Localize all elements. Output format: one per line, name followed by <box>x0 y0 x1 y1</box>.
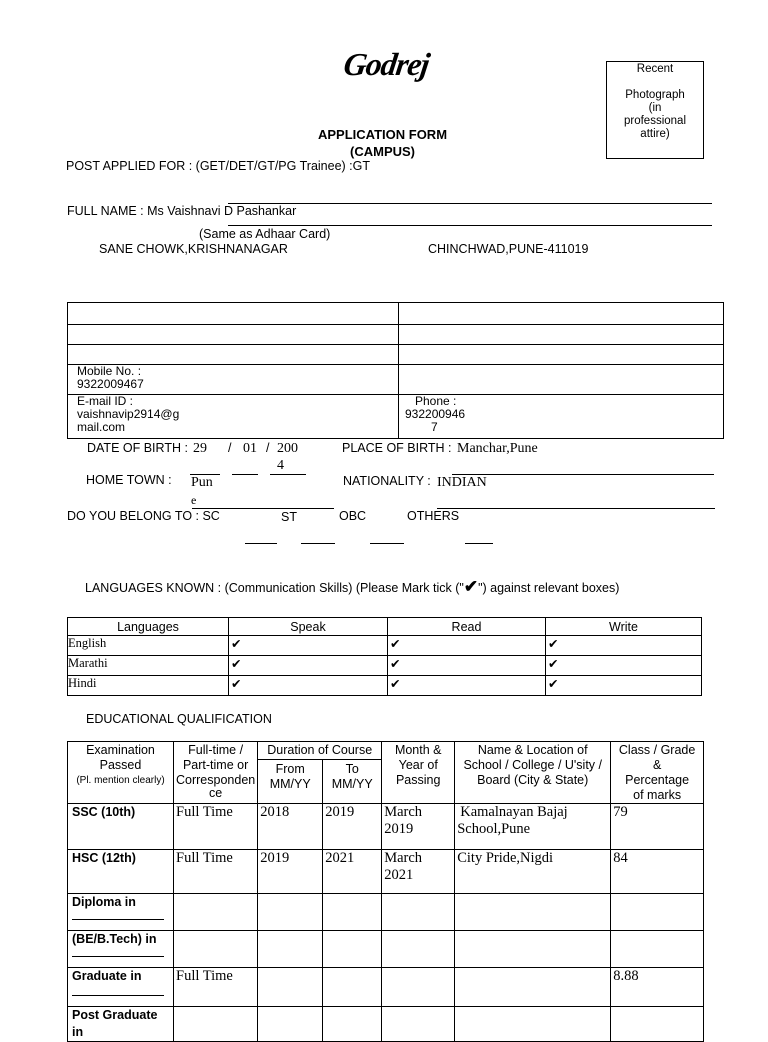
to-value <box>323 1007 382 1042</box>
exam-cell <box>68 968 174 1007</box>
education-heading: EDUCATIONAL QUALIFICATION <box>86 712 272 726</box>
exam-name: Post Graduate in <box>68 1007 174 1042</box>
name-underline <box>228 225 712 226</box>
logo-text: Godrej <box>341 46 432 82</box>
tick-icon: ✔ <box>388 636 546 656</box>
from-value <box>258 894 323 931</box>
col-grade-text: Class / Grade & <box>618 743 696 772</box>
exam-underline <box>72 919 164 920</box>
address-right: CHINCHWAD,PUNE-411019 <box>428 242 589 256</box>
category-blank <box>245 543 277 544</box>
category-others: OTHERS <box>407 509 460 523</box>
exam-name: SSC (10th) <box>68 804 174 850</box>
photo-box <box>606 61 704 159</box>
languages-heading-text: ") against relevant boxes) <box>478 581 620 595</box>
blank-cell <box>68 325 399 345</box>
exam-underline <box>72 956 164 957</box>
form-title <box>318 126 447 160</box>
to-value <box>323 894 382 931</box>
col-write: Write <box>546 618 702 636</box>
to-value <box>323 931 382 968</box>
tick-icon: ✔ <box>546 676 702 696</box>
category-label: DO YOU BELONG TO : SC <box>67 509 220 523</box>
mobile-cell <box>68 365 399 395</box>
exam-name: (BE/B.Tech) in <box>72 932 157 946</box>
col-exam <box>68 742 174 804</box>
blank-cell <box>68 345 399 365</box>
month-value <box>382 894 455 931</box>
dob-sep: / <box>228 441 232 455</box>
col-exam-note: (Pl. mention clearly) <box>76 775 165 786</box>
phone-label: Phone : <box>415 394 457 408</box>
col-read: Read <box>388 618 546 636</box>
dob-underline <box>232 474 258 475</box>
tick-icon: ✔ <box>388 676 546 696</box>
col-mode-text: Corresponden <box>176 773 256 787</box>
mobile-label: Mobile No. : <box>77 364 142 378</box>
table-row <box>68 968 704 1007</box>
language-name: Hindi <box>68 676 229 696</box>
col-school-text: Name & Location of <box>477 743 588 757</box>
email-value: mail.com <box>77 420 126 434</box>
tick-icon: ✔ <box>546 636 702 656</box>
home-town-value: Pun <box>191 475 213 490</box>
name-underline-top <box>228 203 712 204</box>
table-row <box>68 1007 704 1042</box>
col-duration: Duration of Course <box>258 742 382 760</box>
title-line-1: APPLICATION FORM <box>318 127 448 142</box>
tick-icon: ✔ <box>388 656 546 676</box>
col-school <box>455 742 611 804</box>
photo-line: (in <box>648 102 662 114</box>
month-value <box>382 931 455 968</box>
col-month-text: Passing <box>395 773 441 787</box>
table-row <box>68 656 702 676</box>
tick-icon: ✔ <box>546 656 702 676</box>
col-to <box>323 759 382 803</box>
full-name: FULL NAME : Ms Vaishnavi D Pashankar <box>67 204 297 218</box>
language-name: English <box>68 636 229 656</box>
mode-value <box>174 931 258 968</box>
category-blank <box>301 543 335 544</box>
company-logo <box>341 46 431 83</box>
school-value <box>455 931 611 968</box>
mode-value <box>174 894 258 931</box>
col-mode-text: Full-time / <box>188 743 244 757</box>
col-month-text: Month & <box>394 743 442 757</box>
exam-name: Diploma in <box>72 895 136 909</box>
adhaar-note: (Same as Adhaar Card) <box>199 227 331 241</box>
table-row <box>68 931 704 968</box>
dob-label: DATE OF BIRTH : <box>87 441 188 455</box>
email-label: E-mail ID : <box>77 394 134 408</box>
mode-value <box>174 1007 258 1042</box>
month-cell <box>382 804 455 850</box>
from-value <box>258 931 323 968</box>
month-value: 2021 <box>384 867 414 883</box>
to-value <box>323 968 382 1007</box>
exam-cell <box>68 894 174 931</box>
col-mode-text: ce <box>209 786 223 800</box>
education-table <box>67 741 704 1042</box>
home-town-value: e <box>191 493 197 507</box>
tick-icon: ✔ <box>229 636 388 656</box>
school-cell <box>455 850 611 894</box>
pob-underline <box>452 474 714 475</box>
home-town-label: HOME TOWN : <box>86 473 172 487</box>
col-school-text: Board (City & State) <box>477 773 589 787</box>
col-to-text: MM/YY <box>331 776 373 791</box>
category-blank <box>370 543 404 544</box>
nationality-underline <box>437 508 715 509</box>
tick-icon: ✔ <box>229 676 388 696</box>
place-of-birth-value: Manchar,Pune <box>457 441 538 456</box>
grade-value: 84 <box>611 850 704 894</box>
place-of-birth-label: PLACE OF BIRTH : <box>342 441 452 455</box>
month-value: 2019 <box>384 821 414 837</box>
photo-line: Photograph <box>625 89 685 101</box>
address-left: SANE CHOWK,KRISHNANAGAR <box>99 242 288 256</box>
grade-value <box>611 1007 704 1042</box>
col-school-text: School / College / U'sity / <box>463 758 602 772</box>
mobile-value: 9322009467 <box>77 377 144 391</box>
blank-cell <box>399 365 724 395</box>
grade-value <box>611 894 704 931</box>
blank-cell <box>399 325 724 345</box>
photo-line: attire) <box>640 128 670 140</box>
col-exam-text: Examination <box>86 743 155 757</box>
col-from-text: From <box>275 761 305 776</box>
category-obc: OBC <box>339 509 367 523</box>
col-grade-text: of marks <box>633 788 682 802</box>
col-month <box>382 742 455 804</box>
blank-cell <box>68 303 399 325</box>
category-st: ST <box>281 510 297 524</box>
col-mode-text: Part-time or <box>182 758 249 772</box>
grade-value <box>611 931 704 968</box>
school-value <box>455 1007 611 1042</box>
table-row <box>68 676 702 696</box>
nationality-label: NATIONALITY : <box>343 474 431 488</box>
school-value: Kamalnayan Bajaj <box>460 804 568 820</box>
from-value <box>258 1007 323 1042</box>
contact-table <box>67 302 724 439</box>
exam-name: HSC (12th) <box>68 850 174 894</box>
grade-value: 79 <box>611 804 704 850</box>
nationality-value: INDIAN <box>437 475 487 490</box>
col-exam-text: Passed <box>99 758 142 772</box>
dob-year: 4 <box>277 458 284 473</box>
dob-year: 200 <box>277 441 298 456</box>
table-row <box>68 894 704 931</box>
school-value <box>455 968 611 1007</box>
school-cell <box>455 804 611 850</box>
month-value: March <box>384 850 423 866</box>
email-value: vaishnavip2914@g <box>77 407 180 421</box>
month-value: March <box>384 804 423 820</box>
to-value: 2021 <box>323 850 382 894</box>
dob-month: 01 <box>243 441 257 456</box>
tick-icon: ✔ <box>463 577 479 596</box>
col-speak: Speak <box>229 618 388 636</box>
phone-value: 7 <box>431 420 438 434</box>
photo-line: professional <box>623 115 686 127</box>
tick-icon: ✔ <box>229 656 388 676</box>
dob-sep: / <box>266 441 270 455</box>
blank-cell <box>399 303 724 325</box>
exam-cell <box>68 931 174 968</box>
to-value: 2019 <box>323 804 382 850</box>
school-value <box>455 894 611 931</box>
grade-value: 8.88 <box>611 968 704 1007</box>
col-grade <box>611 742 704 804</box>
col-to-text: To <box>345 761 359 776</box>
col-mode <box>174 742 258 804</box>
photo-line: Recent <box>636 63 674 75</box>
month-cell <box>382 850 455 894</box>
school-value: School,Pune <box>457 821 531 837</box>
mode-value: Full Time <box>174 850 258 894</box>
phone-cell <box>399 395 724 439</box>
table-row <box>68 850 704 894</box>
col-grade-text: Percentage <box>625 773 690 787</box>
col-month-text: Year of <box>398 758 438 772</box>
col-from-text: MM/YY <box>269 776 311 791</box>
title-line-2: (CAMPUS) <box>350 144 416 159</box>
languages-table <box>67 617 702 696</box>
mode-value: Full Time <box>174 804 258 850</box>
school-value: City Pride,Nigdi <box>457 850 554 866</box>
blank-cell <box>399 345 724 365</box>
col-from <box>258 759 323 803</box>
exam-underline <box>72 995 164 996</box>
dob-underline <box>270 474 306 475</box>
month-value <box>382 1007 455 1042</box>
category-blank <box>465 543 493 544</box>
from-value: 2018 <box>258 804 323 850</box>
post-applied: POST APPLIED FOR : (GET/DET/GT/PG Trainee) :GT <box>66 159 370 173</box>
from-value: 2019 <box>258 850 323 894</box>
col-languages: Languages <box>68 618 229 636</box>
table-row <box>68 804 704 850</box>
from-value <box>258 968 323 1007</box>
mode-value: Full Time <box>174 968 258 1007</box>
exam-name: Graduate in <box>72 969 142 983</box>
table-row <box>68 636 702 656</box>
month-value <box>382 968 455 1007</box>
language-name: Marathi <box>68 656 229 676</box>
email-cell <box>68 395 399 439</box>
dob-day: 29 <box>193 441 207 456</box>
languages-heading <box>85 577 619 597</box>
languages-heading-text: LANGUAGES KNOWN : (Communication Skills) (Please Mark tick (" <box>85 581 464 595</box>
phone-value: 932200946 <box>405 407 466 421</box>
